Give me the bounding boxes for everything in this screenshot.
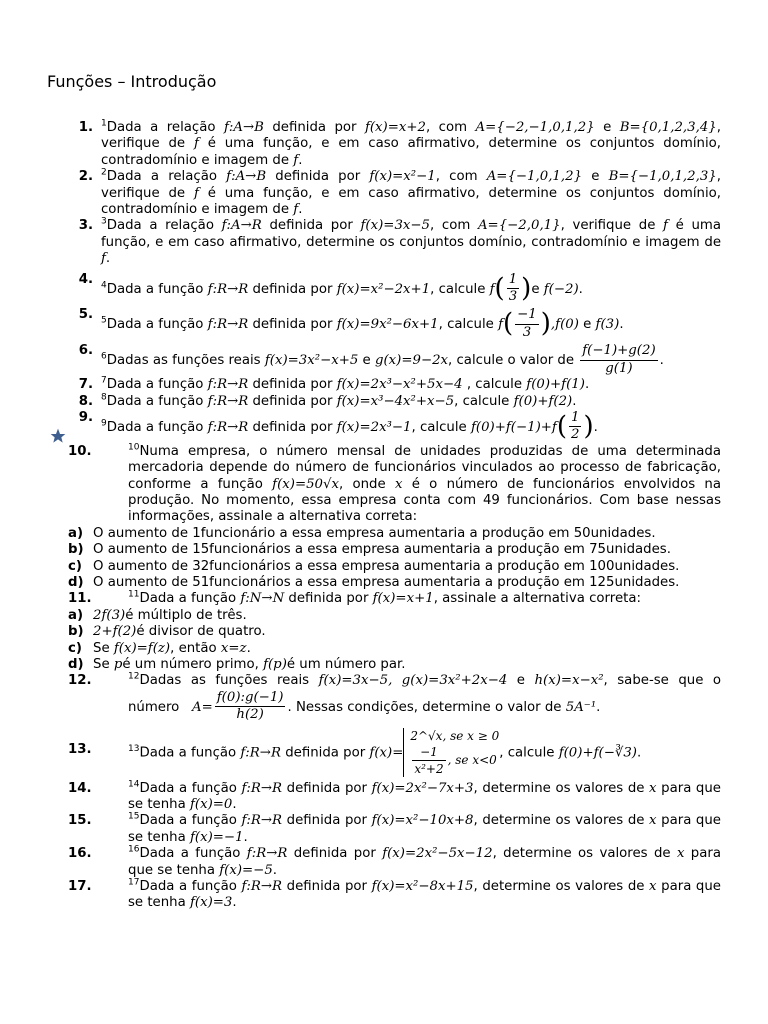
question-12: 12. $^{12}$Dadas as funções reais f(x)=3x−5, g(x)=3x²+2x−4 e h(x)=x−x², sabe-se que o número A= $\frac{f(0):g(-1)}{h(2)}$ . Nessas condições, determine o valor de 5A⁻¹. [68,671,722,723]
option-a[interactable]: a) O aumento de 1funcionário a essa empresa aumentaria a produção em 50unidades. [68,525,656,541]
option-c[interactable]: c) O aumento de 32funcionários a essa empresa aumentaria a produção em 100unidades. [68,558,680,574]
option-d[interactable]: d) O aumento de 51funcionários a essa empresa aumentaria a produção em 125unidades. [68,574,680,590]
fraction: $\frac{1}{2}$ [570,409,580,443]
fraction: $\frac{f(-1)+g(2)}{g(1)}$ [582,343,656,376]
option-d[interactable]: d) Se p é um número primo, f(p) é um número par. [68,657,406,672]
question-8: 8. $^8$Dada a função f:R→R definida por f(x)=x³−4x²+x−5, calcule f(0)+f(2). [78,392,577,409]
fraction: $\frac{1}{3}$ [508,271,518,305]
question-10: 10. $^{10}$Numa empresa, o número mensal de unidades produzidas de uma determinada mercadoria depende do número de funcionários vinculados ao processo de fabricação, conforme a função f(x)=50√x, onde x é o número de funcionários envolvidos na produção. No momento, essa empresa conta com 49 funcionários. Com base nessas informações, assinale a alternativa correta: [68,442,722,525]
piecewise-function: 2^√x, se x ≥ 0 $\frac{-1}{\text{x²+2}}$ , se x<0 [403,728,499,777]
star-icon[interactable] [50,428,66,444]
question-1: 1. $^1$Dada a relação f:A→B definida por f(x)=x+2, com A={−2,−1,0,1,2} e B={0,1,2,3,4}, verifique de f é uma função, e em caso afirmativo, determine os conjuntos domínio, contradomínio e imagem de f. [78,118,721,168]
question-15: 15. $^{15}$Dada a função f:R→R definida por f(x)=x²−10x+8, determine os valores de x para que se tenha f(x)=−1. [68,812,721,845]
question-3: 3. $^3$Dada a relação f:A→R definida por f(x)=3x−5, com A={−2,0,1}, verifique de f é uma função, e em caso afirmativo, determine os conjuntos domínio, contradomínio e imagem de f. [78,217,721,267]
question-17: 17. $^{17}$Dada a função f:R→R definida por f(x)=x²−8x+15, determine os valores de x para que se tenha f(x)=3. [68,877,721,911]
option-b[interactable]: b) O aumento de 15funcionários a essa empresa aumentaria a produção em 75unidades. [68,542,671,558]
question-14: 14. $^{14}$Dada a função f:R→R definida por f(x)=2x²−7x+3, determine os valores de x para que se tenha f(x)=0. [68,779,721,813]
option-c[interactable]: c) Se f(x)=f(z) , então x=z . [68,640,251,656]
question-11: 11. $^{11}$Dada a função f:N→N definida por f(x)=x+1, assinale a alternativa correta: [68,589,641,607]
fraction: $\frac{-1}{3}$ [517,307,537,340]
question-16: 16. $^{16}$Dada a função f:R→R definida por f(x)=2x²−5x−12, determine os valores de x para que se tenha f(x)=−5. [68,844,721,878]
question-9: 9. $^9$Dada a função f:R→R definida por f(x)=2x³−1, calcule f(0)+f(−1)+f( $\frac{1}{2}$ ). [78,409,598,443]
question-2: 2. $^2$Dada a relação f:A→B definida por f(x)=x²−1, com A={−1,0,1,2} e B={−1,0,1,2,3}, verifique de f é uma função, e em caso afirmativo, determine os conjuntos domínio, contradomínio e imagem de f. [78,167,721,218]
question-6: 6. $^6$Dadas as funções reais f(x)=3x²−x+5 e g(x)=9−2x, calcule o valor de $\frac{f(-1)+g(2)}{g(1)}$ . [78,343,664,376]
question-4: 4. $^4$Dada a função f:R→R definida por f(x)=x²−2x+1, calcule f( $\frac{1}{3}$ )e f(−2). [78,271,583,305]
question-5: 5. $^5$Dada a função f:R→R definida por f(x)=9x²−6x+1, calcule f( $\frac{-1}{3}$ ),f(0) e f(3). [78,307,624,340]
exercise-list [68,120,721,912]
question-7: 7. $^7$Dada a função f:R→R definida por f(x)=2x³−x²+5x−4 , calcule f(0)+f(1). [78,375,590,393]
option-b[interactable]: b) 2+f(2) é divisor de quatro. [68,624,266,640]
page-title: Funções – Introdução [47,72,217,91]
fraction: $\frac{f(0):g(-1)}{h(2)}$ [216,689,284,723]
option-a[interactable]: a) 2f(3) é múltiplo de três. [68,607,247,623]
question-13: 13. $^{13}$Dada a função f:R→R definida por f(x)=2^√x, se x ≥ 0 $\frac{-1}{\text{x²+2}}$ , se x<0 , calcule f(0)+f(−∛3). [68,728,642,776]
